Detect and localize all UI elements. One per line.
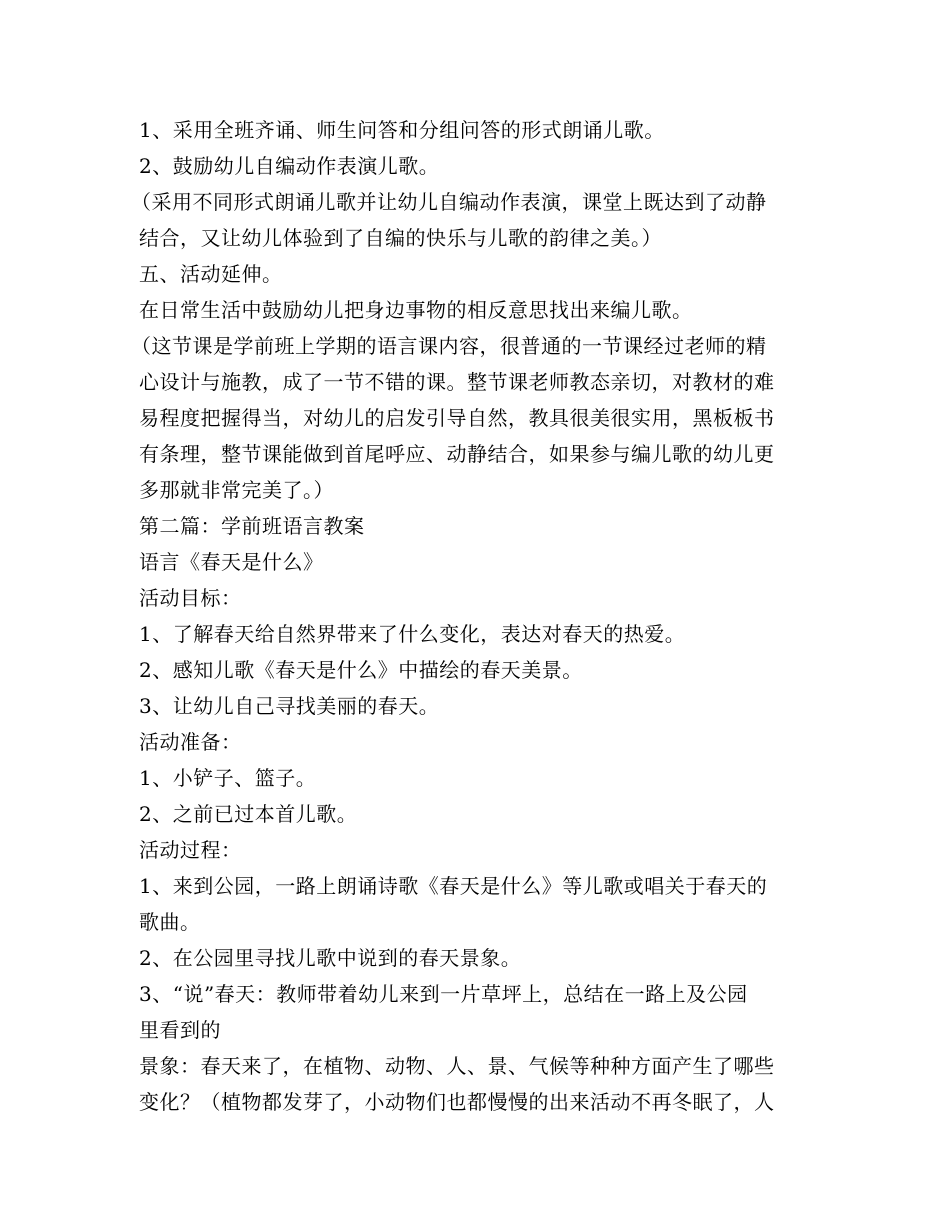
- note-paragraph-line: 有条理，整节课能做到首尾呼应、动静结合，如果参与编儿歌的幼儿更: [139, 442, 775, 466]
- list-item: 2、在公园里寻找儿歌中说到的春天景象。: [139, 946, 522, 970]
- section-heading: 五、活动延伸。: [139, 262, 283, 286]
- note-paragraph-line: 心设计与施教，成了一节不错的课。整节课老师教态亲切，对教材的难: [139, 370, 775, 394]
- list-item: 1、小铲子、篮子。: [139, 766, 317, 790]
- note-paragraph-line: 多那就非常完美了。）: [139, 478, 334, 502]
- list-item-continuation: 里看到的: [139, 1018, 221, 1042]
- list-item: 1、了解春天给自然界带来了什么变化，表达对春天的热爱。: [139, 622, 686, 646]
- list-item: 2、感知儿歌《春天是什么》中描绘的春天美景。: [139, 658, 583, 682]
- list-item: 1、来到公园，一路上朗诵诗歌《春天是什么》等儿歌或唱关于春天的: [139, 874, 768, 898]
- paragraph: 景象：春天来了，在植物、动物、人、景、气候等种种方面产生了哪些: [139, 1054, 775, 1078]
- list-item: 3、让幼儿自己寻找美丽的春天。: [139, 694, 440, 718]
- list-item: 2、之前已过本首儿歌。: [139, 802, 358, 826]
- note-paragraph-line: 结合，又让幼儿体验到了自编的快乐与儿歌的韵律之美。）: [139, 226, 662, 250]
- section-heading: 活动过程：: [139, 838, 242, 862]
- note-paragraph-line: （这节课是学前班上学期的语言课内容，很普通的一节课经过老师的精: [131, 334, 767, 358]
- list-item-continuation: 歌曲。: [139, 910, 201, 934]
- section-heading: 活动准备：: [139, 730, 242, 754]
- paragraph: 变化？（植物都发芽了，小动物们也都慢慢的出来活动不再冬眠了，人: [139, 1090, 775, 1114]
- section-heading: 活动目标：: [139, 586, 242, 610]
- paragraph: 在日常生活中鼓励幼儿把身边事物的相反意思找出来编儿歌。: [139, 298, 693, 322]
- list-item-2: 2、鼓励幼儿自编动作表演儿歌。: [139, 154, 440, 178]
- list-item: 3、“说”春天：教师带着幼儿来到一片草坪上，总结在一路上及公园: [139, 982, 748, 1006]
- list-item-1: 1、采用全班齐诵、师生问答和分组问答的形式朗诵儿歌。: [139, 118, 665, 142]
- chapter-title: 第二篇：学前班语言教案: [139, 514, 365, 538]
- document-body: [131, 112, 819, 1120]
- lesson-title: 语言《春天是什么》: [139, 550, 324, 574]
- note-paragraph-line: 易程度把握得当，对幼儿的启发引导自然，教具很美很实用，黑板板书: [139, 406, 775, 430]
- note-paragraph-line: （采用不同形式朗诵儿歌并让幼儿自编动作表演，课堂上既达到了动静: [131, 190, 767, 214]
